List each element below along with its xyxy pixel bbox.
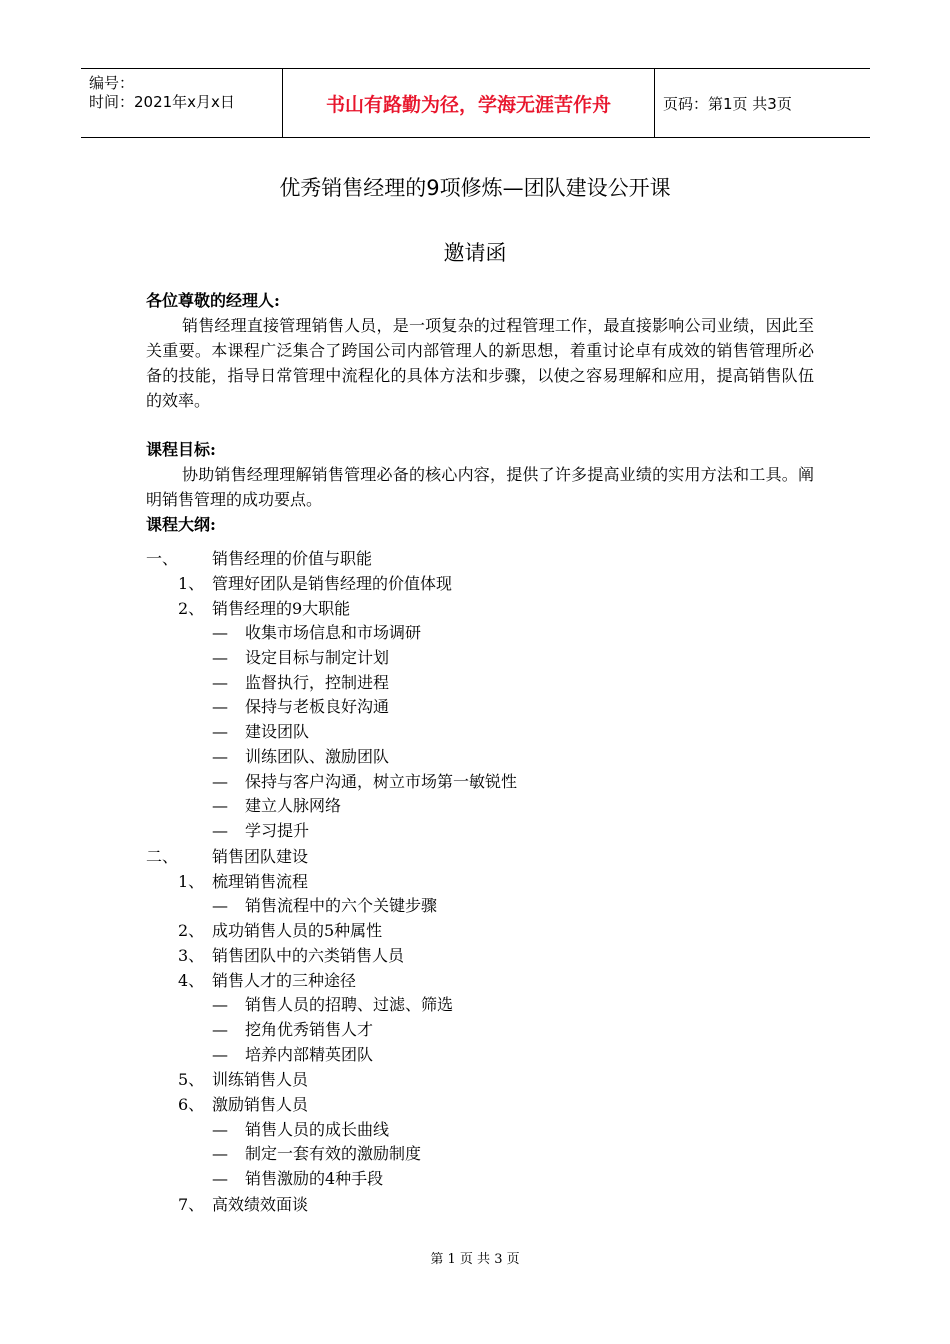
outline-dash: — [212,623,228,642]
outline-item: 激励销售人员 [212,1095,309,1114]
outline-item: 监督执行，控制进程 [245,673,390,692]
goal-paragraph: 协助销售经理理解销售管理必备的核心内容，提供了许多提高业绩的实用方法和工具。阐明销售管理的成功要点。 [146,465,814,509]
outline-dash: — [212,796,228,815]
outline-dash: — [212,1169,228,1188]
goal-heading: 课程目标: [146,440,216,459]
time-label: 时间：2021年x月x日 [89,93,235,111]
outline-item: 销售经理的9大职能 [212,599,351,618]
outline-dash: — [212,648,228,667]
document-title: 优秀销售经理的9项修炼—团队建设公开课 [279,176,671,200]
outline-item: 管理好团队是销售经理的价值体现 [212,574,453,593]
outline-item: 建设团队 [245,722,310,741]
outline-marker: 2、 [178,921,205,940]
outline-marker: 3、 [178,946,205,965]
outline-item: 训练销售人员 [212,1070,309,1089]
greeting: 各位尊敬的经理人: [146,291,280,310]
outline-marker: 5、 [178,1070,205,1089]
outline-marker: 1、 [178,574,205,593]
outline-dash: — [212,1120,228,1139]
outline-dash: — [212,673,228,692]
outline-item: 成功销售人员的5种属性 [212,921,383,940]
outline-dash: — [212,1045,228,1064]
outline-item: 设定目标与制定计划 [245,648,390,667]
outline-item: 销售团队中的六类销售人员 [212,946,405,965]
outline-item: 销售人员的成长曲线 [245,1120,390,1139]
outline-marker: 7、 [178,1195,205,1214]
outline-item: 挖角优秀销售人才 [245,1020,374,1039]
outline-marker: 一、 [146,549,179,568]
outline-item: 销售激励的4种手段 [245,1169,384,1188]
outline-marker: 2、 [178,599,205,618]
outline-item: 高效绩效面谈 [212,1195,309,1214]
outline-item: 销售人才的三种途径 [212,971,357,990]
outline-marker: 6、 [178,1095,205,1114]
outline-item: 培养内部精英团队 [245,1045,374,1064]
page-footer: 第 1 页 共 3 页 [430,1252,520,1267]
outline-dash: — [212,697,228,716]
outline-item: 销售人员的招聘、过滤、筛选 [245,995,454,1014]
outline-item: 制定一套有效的激励制度 [245,1144,422,1163]
outline-dash: — [212,995,228,1014]
outline-dash: — [212,722,228,741]
outline-marker: 1、 [178,872,205,891]
outline-dash: — [212,772,228,791]
outline-dash: — [212,747,228,766]
outline-item: 训练团队、激励团队 [245,747,390,766]
outline-item: 梳理销售流程 [212,872,309,891]
header-meta [81,69,282,137]
intro-paragraph: 销售经理直接管理销售人员，是一项复杂的过程管理工作，最直接影响公司业绩，因此至关重要。本课程广泛集合了跨国公司内部管理人的新思想，着重讨论卓有成效的销售管理所必备的技能，指导日常管理中流程化的具体方法和步骤，以使之容易理解和应用，提高销售队伍的效率。 [146,316,814,410]
outline-item: 销售经理的价值与职能 [212,549,373,568]
outline-dash: — [212,896,228,915]
outline-marker: 4、 [178,971,205,990]
outline-heading: 课程大纲: [146,515,216,534]
number-label: 编号： [89,74,135,92]
header-motto: 书山有路勤为径，学海无涯苦作舟 [282,69,655,137]
outline-item: 销售流程中的六个关键步骤 [245,896,438,915]
header-page-info: 页码：第1页 共3页 [663,94,792,113]
document-subtitle: 邀请函 [443,241,507,265]
outline-item: 收集市场信息和市场调研 [245,623,422,642]
page-header [81,68,870,138]
outline-item: 学习提升 [245,821,310,840]
outline-item: 建立人脉网络 [245,796,342,815]
outline-dash: — [212,1144,228,1163]
outline-item: 销售团队建设 [212,847,309,866]
outline-item: 保持与客户沟通，树立市场第一敏锐性 [245,772,518,791]
outline-dash: — [212,821,228,840]
outline-item: 保持与老板良好沟通 [245,697,390,716]
outline-dash: — [212,1020,228,1039]
outline-marker: 二、 [146,847,179,866]
